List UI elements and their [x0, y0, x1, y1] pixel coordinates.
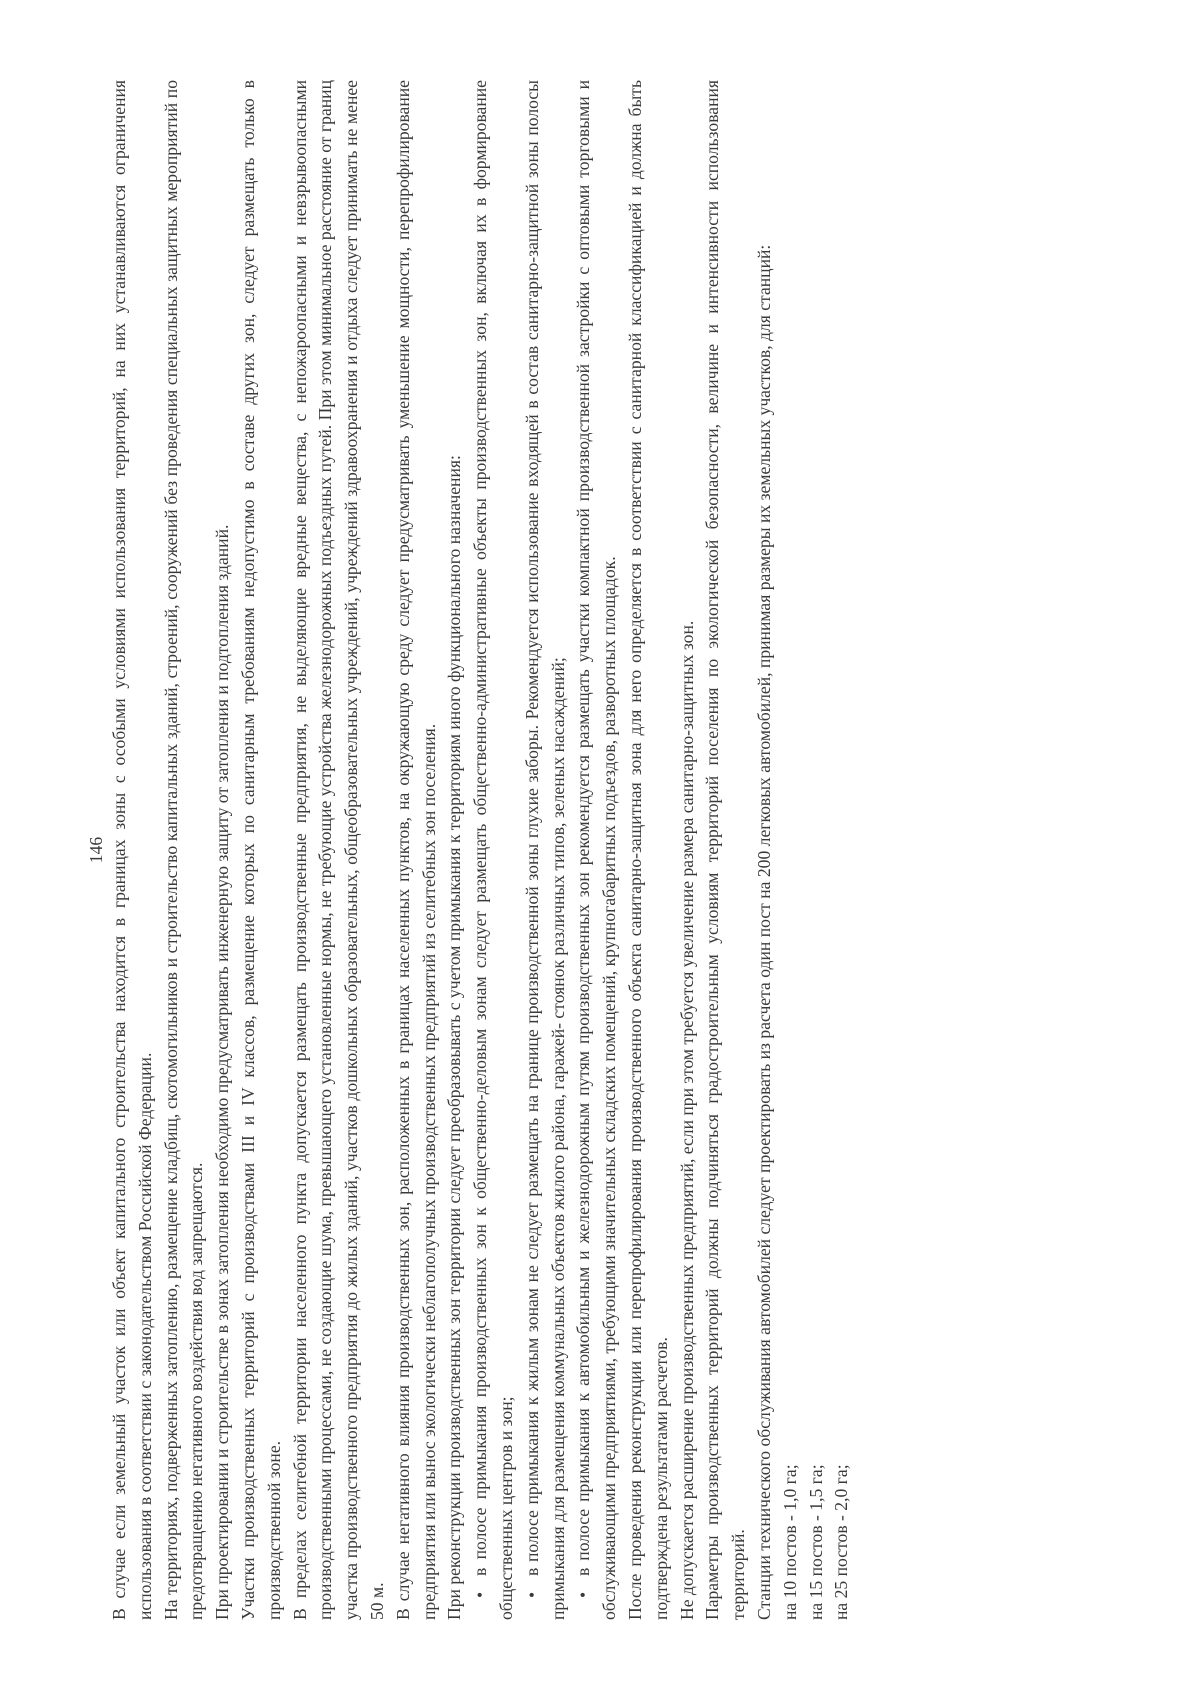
- paragraph: Станции технического обслуживания автомобилей следует проектировать из расчета один пост на 200 легковых автомобилей, принимая размеры их земельных участков, для станций:: [753, 244, 774, 1620]
- bullet-dot-icon: •: [521, 1591, 542, 1598]
- bullet-text: в полосе примыкания к жилым зонам не следует размещать на границе производственной зоны глухие заборы. Рекомендуется использование входящей в состав санитарно-защитной зоны полосы примыкания для размещения коммунальных объектов жилого района, гаражей- стоянок различных типов, зеленых насаждений;: [521, 80, 568, 1620]
- bullet-item: [571, 80, 623, 1620]
- paragraph: Участки производственных территорий с производствами III и IV классов, размещение которых по санитарным требованиям недопустимо в составе других зон, следует размещать только в производственной зоне.: [237, 80, 284, 1620]
- paragraph: В пределах селитебной территории населенного пункта допускается размещать производственные предприятия, не выделяющие вредные вещества, с непожароопасными и невзрывоопасными производственными процессами, не создающие шума, превышающего установленные нормы, не требующие устройства железнодорожных подъездных путей. При этом минимальное расстояние от границ участка производственного предприятия до жилых зданий, участков дошкольных образовательных, общеобразовательных учреждений, учреждений здравоохранения и отдыха следует принимать не менее 50 м.: [289, 80, 387, 1620]
- paragraph: При проектировании и строительстве в зонах затопления необходимо предусматривать инженерную защиту от затопления и подтопления зданий.: [212, 524, 233, 1620]
- bullet-text: в полосе примыкания к автомобильным и железнодорожным путям производственных зон рекомендуется размещать участки компактной производственной застройки с оптовыми торговыми и обслуживающими предприятиями, требующими значительных складских помещений, крупногабаритных подъездов, разворотных площадок.: [573, 80, 620, 1620]
- bullet-item: [468, 80, 520, 1620]
- bullet-dot-icon: •: [573, 1591, 594, 1598]
- list-item: на 25 постов - 2,0 га;: [831, 1464, 852, 1620]
- rotated-document-page: [85, 80, 1145, 1620]
- bullet-text: в полосе примыкания производственных зон к общественно-деловым зонам следует размещать общественно-административные объекты производственных зон, включая их в формирование общественных центров и зон;: [470, 80, 516, 1620]
- paragraph: В случае если земельный участок или объект капитального строительства находится в границах зоны с особыми условиями использования территорий, на них устанавливаются ограничения использования в соответствии с законодательством Российской Федерации.: [109, 80, 155, 1620]
- paragraph: После проведения реконструкции или перепрофилирования производственного объекта санитарно-защитная зона для него определяется в соответствии с санитарной классификацией и должна быть подтверждена результатами расчетов.: [624, 80, 671, 1620]
- paragraph: Не допускается расширение производственных предприятий, если при этом требуется увеличение размера санитарно-защитных зон.: [676, 620, 697, 1620]
- list-item: на 15 постов - 1,5 га;: [805, 1464, 826, 1620]
- paragraph: В случае негативного влияния производственных зон, расположенных в границах населенных пунктов, на окружающую среду следует предусматривать уменьшение мощности, перепрофилирование предприятия или вынос экологически неблагополучных производственных предприятий из селитебных зон поселения.: [392, 80, 439, 1620]
- list-item: на 10 постов - 1,0 га;: [779, 1464, 800, 1620]
- page-number: 146: [86, 836, 106, 864]
- paragraph: На территориях, подверженных затоплению, размещение кладбищ, скотомогильников и строительство капитальных зданий, строений, сооружений без проведения специальных защитных мероприятий по предотвращению негативного воздействия вод запрещаются.: [160, 80, 207, 1620]
- bullet-item: [520, 80, 572, 1620]
- bullet-dot-icon: •: [470, 1591, 491, 1598]
- paragraph: При реконструкции производственных зон территории следует преобразовывать с учетом примыкания к территориям иного функционального назначения:: [444, 455, 465, 1620]
- paragraph: Параметры производственных территорий должны подчиняться градостроительным условиям территорий поселения по экологической безопасности, величине и интенсивности использования территорий.: [702, 80, 749, 1620]
